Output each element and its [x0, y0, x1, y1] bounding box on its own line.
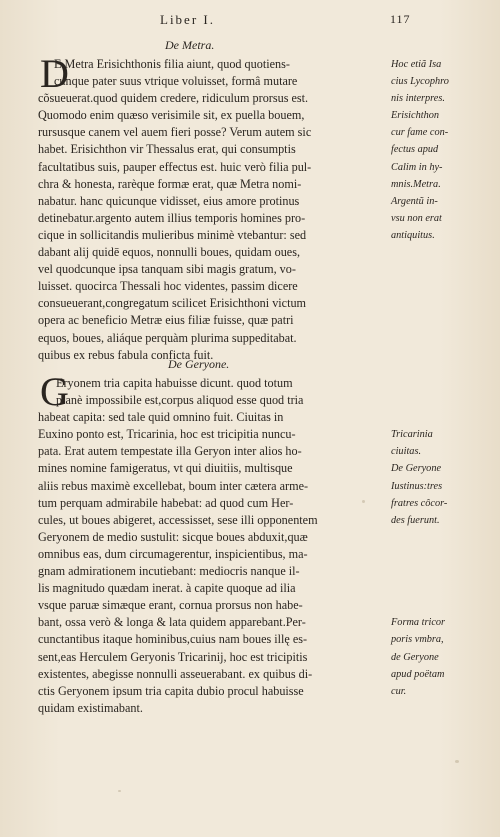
text-line: omnibus eas, dum circumagerentur, inspicientibus, ma- [38, 546, 308, 561]
margin-note: Argentũ in- [391, 195, 438, 207]
text-line: cunctantibus itaque hominibus,cuius nam boues illę es- [38, 632, 308, 647]
margin-note [391, 580, 495, 597]
text-line: mines nomine famigeratus, vt qui diuitiis, multisque [38, 461, 293, 476]
margin-note: cur fame con- [391, 127, 449, 139]
margin-note: des fuerunt. [391, 514, 440, 526]
margin-note: poris vmbra, [391, 634, 444, 646]
running-title: Liber I. [160, 12, 215, 27]
text-line: equos, boues, aliáque perquàm plurima suppeditabat. [38, 330, 297, 345]
margin-note [391, 409, 495, 426]
margin-note: cur. [391, 685, 407, 697]
text-line: tum perquam admirabile habebat: ad quod cum Her- [38, 495, 294, 510]
text-line: E Metra Erisichthonis filia aiunt, quod quotiens- [54, 57, 290, 71]
margin-note [391, 375, 495, 392]
text-line: vsque paruæ simæque erant, cornua prorsus non habe- [38, 598, 303, 613]
drop-cap-metra: D [40, 51, 69, 96]
margin-note: mnis.Metra. [391, 178, 441, 190]
margin-note: cius Lycophro [391, 76, 449, 88]
text-line: dabant alij quidē equos, nonnulli boues, quidam oues, [38, 245, 300, 260]
text-line: Quomodo enim quæso verisimile sit, ex puella bouem, [38, 108, 305, 123]
text-line: cique in sollicitandis mulieribus minimè vtebantur: sed [38, 227, 307, 242]
margin-notes-geryone [391, 375, 495, 700]
text-line: planè impossibile est,corpus aliquod esse quod tria [56, 393, 304, 408]
margin-note: Calim in hy- [391, 161, 443, 173]
text-line: nabatur. hanc quicunque vidisset, eius amore protinus [38, 193, 300, 208]
section-body-geryone [38, 375, 386, 717]
paper-speck [118, 790, 121, 792]
text-line: rursusque canem vel auem fieri posse? Verum autem sic [38, 125, 312, 140]
text-line: quidam existimabant. [38, 700, 143, 715]
margin-note [391, 546, 495, 563]
text-line: cõsueuerat.quod quidem credere, ridiculum prorsus est. [38, 91, 309, 106]
text-line: existentes, abegisse nonnulli asseuerabant. ex quibus di- [38, 666, 313, 681]
text-line: sent,eas Herculem Geryonis Tricarinij, hoc est tricipitis [38, 649, 308, 664]
drop-cap-geryone: G [40, 369, 69, 414]
text-line: quibus ex rebus fabula conficta fuit. [38, 347, 214, 362]
text-line: cules, ut boues abigeret, accessisset, sese illi opponentem [38, 512, 318, 527]
text-line: chra & honesta, rarèque formæ erat, quæ Metra nomi- [38, 176, 302, 191]
section-title-geryone: De Geryone. [168, 357, 230, 371]
text-line: lis magnitudo quædam inerat. à capite quoque ad ilia [38, 581, 296, 596]
text-line: luisset. quocirca Thessali hoc videntes, passim dicere [38, 279, 298, 294]
text-line: vel quodcunque ipsa tanquam sibi magis gratum, vo- [38, 262, 296, 277]
text-line: habet. Erisichthon vir Thessalus erat, qui consumptis [38, 142, 296, 157]
margin-note [391, 529, 495, 546]
margin-note [391, 597, 495, 614]
text-line: facultatibus suis, pauper effectus est. huic verò filia pul- [38, 159, 312, 174]
text-line: aliis rebus maximè excellebat, boum inter cætera arme- [38, 478, 309, 493]
margin-notes-metra [391, 56, 495, 244]
margin-note [391, 392, 495, 409]
text-line: gnam admirationem incutiebant: mediocris nanque il- [38, 564, 300, 579]
margin-note: Erisichthon [391, 110, 440, 122]
margin-note: Forma tricor [391, 617, 446, 629]
margin-note: apud poëtam [391, 668, 445, 680]
text-line: Geryonem de medio sustulit: sicque boues abduxit,quæ [38, 529, 308, 544]
margin-note: de Geryone [391, 651, 439, 663]
page-number: 117 [390, 12, 411, 26]
paper-speck [362, 500, 365, 503]
text-line: opera ac beneficio Metræ eius filiæ fuisse, quæ patri [38, 313, 294, 328]
text-line: habeat capita: sed tale quid omnino fuit. Ciuitas in [38, 410, 284, 425]
margin-note: Hoc etiã Isa [391, 59, 442, 70]
margin-note: Tricarinia [391, 429, 433, 441]
text-line: consueuerant,congregatum scilicet Erisichthoni victum [38, 296, 307, 311]
section-body-metra [38, 51, 386, 364]
text-line: bant, ossa verò & longa & lata quidem apparebant.Per- [38, 615, 306, 630]
margin-note: ciuitas. [391, 446, 422, 458]
paper-speck [455, 760, 459, 763]
section-title-metra: De Metra. [165, 38, 215, 52]
margin-note: De Geryone [391, 463, 442, 475]
text-line: cunque pater suus vtrique voluisset, formâ mutare [54, 74, 298, 89]
text-line: pata. Erat autem tempestate illa Geryon inter alios ho- [38, 444, 302, 459]
text-line: Eryonem tria capita habuisse dicunt. quod totum [56, 376, 293, 390]
page-header [160, 10, 480, 30]
margin-note: nis interpres. [391, 93, 445, 105]
margin-note: vsu non erat [391, 212, 442, 224]
margin-note: antiquitus. [391, 229, 435, 241]
margin-note: fratres côcor- [391, 497, 448, 509]
margin-note: fectus apud [391, 144, 439, 156]
margin-note [391, 563, 495, 580]
margin-note: Iustinus:tres [391, 480, 443, 492]
text-line: Euxino ponto est, Tricarinia, hoc est tricipitia nuncu- [38, 427, 296, 442]
text-line: detinebatur.argento autem illius temporis homines pro- [38, 210, 306, 225]
text-line: ctis Geryonem ipsum tria capita dubio procul habuisse [38, 683, 304, 698]
